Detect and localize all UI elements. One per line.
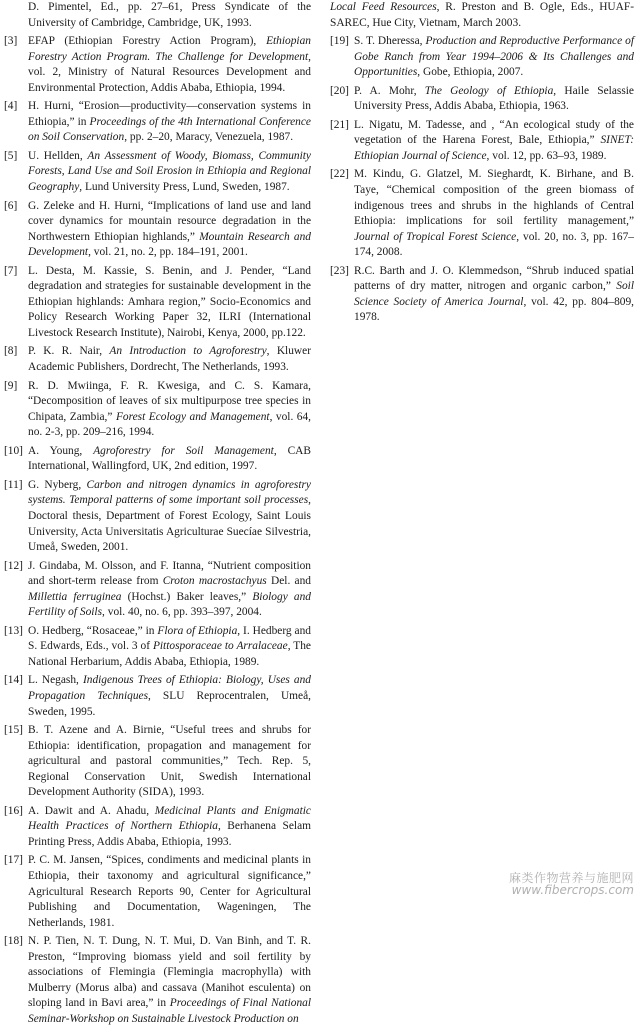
reference-text-part: B. T. Azene and A. Birnie, “Useful trees and shrubs for Ethiopia: identification, propagation and management for agricultural and pastoral communities,” Tech. Rep. 5, Regional Conservation Unit, Swedish International Development Authority (SIDA), 1993.: [28, 724, 311, 799]
reference-text-part: P. A. Mohr,: [354, 84, 425, 97]
reference-text-part: N. P. Tien, N. T. Dung, N. T. Mui, D. Van Binh, and T. R. Preston, “Improving biomass yield and soil fertility by associations of Flemingia (Flemingia macrophylla) with Mulberry (Morus alba) and cassava (Manihot esculenta) on sloping land in Bavi area,” in: [28, 935, 311, 1010]
reference-entry: [4, 34, 311, 96]
reference-entry: [4, 444, 311, 475]
reference-number: [21]: [330, 118, 349, 131]
reference-text: [28, 804, 311, 851]
reference-title-italic: Mountain Research and Development: [28, 230, 311, 259]
reference-continuation: [330, 0, 634, 31]
reference-entry: [4, 264, 311, 342]
reference-text-part: P. K. R. Nair,: [28, 345, 110, 358]
reference-entry: [4, 673, 311, 720]
watermark: [509, 872, 634, 896]
reference-number: [16]: [4, 804, 23, 817]
references-right-column: [330, 0, 634, 329]
reference-text-part: , vol. 2, Ministry of Natural Resources Development and Environmental Protection, Addis Ababa, Ethiopia, 1994.: [28, 50, 311, 94]
reference-text-part: M. Kindu, G. Glatzel, M. Sieghardt, K. Birhane, and B. Taye, “Chemical composition of the green biomass of indigenous trees and shrubs in the highlands of Central Ethiopia: implications for soil fertility management,”: [354, 168, 634, 228]
reference-text-part: , Lund University Press, Lund, Sweden, 1987.: [79, 181, 290, 194]
reference-text-part: U. Hellden,: [28, 149, 88, 162]
reference-text-part: , I. Hedberg and S. Edwards, Eds., vol. 3 of: [28, 624, 311, 653]
reference-text: [28, 934, 311, 1027]
reference-text-part: , R. Preston and B. Ogle, Eds., HUAF-SAREC, Hue City, Vietnam, March 2003.: [330, 1, 634, 29]
reference-text-part: EFAP (Ethiopian Forestry Action Program),: [28, 35, 267, 48]
reference-number: [10]: [4, 444, 23, 457]
reference-entry: [4, 344, 311, 375]
reference-text-part: , vol. 64, no. 2-3, pp. 209–216, 1994.: [28, 410, 312, 439]
reference-text: [28, 444, 311, 475]
reference-number: [22]: [330, 168, 349, 181]
reference-text: [28, 723, 311, 801]
reference-text: [28, 624, 311, 671]
reference-number: [6]: [4, 199, 18, 212]
reference-text-part: L. Negash,: [28, 674, 83, 687]
reference-text: [28, 149, 311, 196]
reference-text-part: R.C. Barth and J. O. Klemmedson, “Shrub induced spatial patterns of dry matter, nitrogen and organic carbon,”: [354, 264, 634, 293]
reference-title-italic: Proceedings of the 4th International Conference on Soil Conservation: [28, 115, 311, 144]
reference-text-part: , Gobe, Ethiopia, 2007.: [417, 66, 524, 79]
reference-text-part: , Kluwer Academic Publishers, Dordrecht, The Netherlands, 1993.: [28, 345, 311, 374]
reference-title-italic: Carbon and nitrogen dynamics in agroforestry systems. Temporal patterns of some important soil processes: [28, 478, 311, 507]
reference-text: [28, 478, 311, 556]
reference-title-italic: SINET: Ethiopian Journal of Science: [354, 134, 634, 162]
reference-title-italic: Indigenous Trees of Ethiopia: Biology, Uses and Propagation Techniques: [28, 674, 311, 702]
reference-title-italic: Soil Science Society of America Journal: [354, 280, 634, 308]
reference-text-part: (Hochst.) Baker leaves,”: [121, 590, 253, 603]
reference-text: [28, 264, 311, 342]
reference-title-italic: Production and Reproductive Performance of Gobe Ranch from Year 1994–2006 & Its Challenges and Opportunities: [354, 35, 634, 79]
reference-number: [12]: [4, 559, 23, 572]
reference-entry: [4, 934, 311, 1027]
reference-title-italic: Pittosporaceae to Arralaceae: [152, 640, 288, 653]
references-left-column: [4, 0, 311, 1030]
reference-number: [8]: [4, 345, 18, 358]
reference-number: [7]: [4, 264, 18, 277]
reference-title-italic: Forest Ecology and Management: [115, 410, 270, 423]
reference-entry: [4, 853, 311, 931]
reference-text-part: , vol. 40, no. 6, pp. 393–397, 2004.: [102, 606, 262, 619]
reference-text-part: , Doctoral thesis, Department of Forest Ecology, Saint Louis University, Acta Universitatis Agriculturae Suecíae Silvestria, Umeå, Sweden, 2001.: [28, 494, 311, 554]
reference-text-part: G. Zeleke and H. Hurni, “Implications of land use and land cover dynamics for mountain resource degradation in the Northwestern Ethiopian highlands,”: [28, 199, 311, 243]
reference-entry: [4, 199, 311, 261]
reference-text-part: R. D. Mwiinga, F. R. Kwesiga, and C. S. Kamara, “Decomposition of leaves of six multipurpose tree species in Chipata, Zambia,”: [28, 379, 311, 423]
reference-text-part: D. Pimentel, Ed., pp. 27–61, Press Syndicate of the University of Cambridge, Cambridge, UK, 1993.: [28, 1, 311, 29]
reference-entry: [4, 624, 311, 671]
reference-text: [28, 344, 311, 375]
reference-number: [4]: [4, 100, 18, 113]
reference-title-italic: Medicinal Plants and Enigmatic Health Practices of Northern Ethiopia: [28, 804, 311, 833]
reference-text-part: O. Hedberg, “Rosaceae,” in: [28, 624, 158, 637]
reference-text: [28, 559, 311, 621]
reference-text-part: , vol. 42, pp. 804–809, 1978.: [354, 295, 634, 324]
reference-title-italic: Local Feed Resources: [330, 1, 437, 13]
reference-text-part: S. T. Dheressa,: [354, 35, 426, 48]
reference-entry: [4, 379, 311, 441]
reference-text-part: , pp. 2–20, Maracy, Venezuela, 1987.: [124, 131, 294, 144]
reference-entry: [330, 118, 634, 165]
reference-text: [28, 673, 311, 720]
reference-text-part: , vol. 20, no. 3, pp. 167–174, 2008.: [354, 230, 634, 259]
reference-title-italic: An Introduction to Agroforestry: [109, 345, 267, 358]
reference-entry: [330, 264, 634, 326]
reference-entry: [4, 149, 311, 196]
reference-text: [28, 379, 311, 441]
reference-text: [28, 99, 311, 146]
reference-number: [19]: [330, 35, 349, 48]
reference-entry: [330, 167, 634, 260]
reference-text-part: H. Hurni, “Erosion—productivity—conservation systems in Ethiopia,” in: [28, 100, 311, 128]
reference-title-italic: Biology and Fertility of Soils: [28, 590, 311, 619]
reference-text: [28, 34, 311, 96]
reference-text: [28, 853, 311, 931]
reference-title-italic: Millettia ferruginea: [28, 590, 122, 603]
reference-text-part: G. Nyberg,: [28, 478, 87, 491]
reference-number: [3]: [4, 35, 18, 48]
reference-text: [330, 0, 634, 31]
reference-entry: [4, 99, 311, 146]
reference-text-part: L. Nigatu, M. Tadesse, and , “An ecological study of the vegetation of the Harena Forest, Bale, Ethiopia,”: [354, 118, 634, 147]
reference-title-italic: An Assessment of Woody, Biomass, Community Forests, Land Use and Soil Erosion in Ethiopia and Regional Geography: [28, 149, 311, 194]
reference-number: [9]: [4, 379, 18, 392]
reference-continuation: [4, 0, 311, 31]
reference-title-italic: Flora of Ethiopia: [157, 624, 238, 637]
reference-title-italic: Croton macrostachyus: [162, 575, 267, 588]
reference-text-part: P. C. M. Jansen, “Spices, condiments and medicinal plants in Ethiopia, their taxonomy and agricultural significance,” Agricultural Research Reports 90, Center for Agricultural Publishing and Documentation, Wageningen, The Netherlands, 1981.: [28, 854, 311, 929]
reference-title-italic: The Geology of Ethiopia: [424, 84, 554, 97]
watermark-site-name: 麻类作物营养与施肥网: [508, 871, 634, 885]
reference-text-part: , vol. 12, pp. 63–93, 1989.: [486, 149, 607, 162]
reference-number: [23]: [330, 264, 349, 277]
reference-title-italic: Proceedings of Final National Seminar-Workshop on Sustainable Livestock Production on: [28, 997, 311, 1025]
reference-text-part: , SLU Reprocentralen, Umeå, Sweden, 1995.: [28, 689, 311, 718]
reference-text-part: , vol. 21, no. 2, pp. 184–191, 2001.: [88, 246, 248, 259]
reference-number: [11]: [4, 478, 23, 491]
reference-number: [20]: [330, 84, 349, 97]
reference-text-part: , CAB International, Wallingford, UK, 2nd edition, 1997.: [28, 444, 311, 473]
reference-text: [354, 84, 634, 115]
reference-entry: [4, 478, 311, 556]
reference-number: [15]: [4, 724, 23, 737]
reference-text-part: Del. and: [266, 575, 311, 588]
reference-text: [354, 167, 634, 260]
reference-number: [17]: [4, 854, 23, 867]
reference-text: [354, 118, 634, 165]
reference-text-part: L. Desta, M. Kassie, S. Benin, and J. Pender, “Land degradation and strategies for sustainable development in the Ethiopian highlands: Amhara region,” Socio-Economics and Policy Research Working Paper 32, ILRI (International Livestock Research Institute), Nairobi, Kenya, 2000, pp.122.: [28, 264, 311, 339]
reference-entry: [330, 34, 634, 81]
reference-text-part: A. Young,: [28, 444, 94, 457]
reference-number: [18]: [4, 935, 23, 948]
reference-text: [354, 34, 634, 81]
watermark-url: www.fibercrops.com: [511, 883, 634, 897]
reference-title-italic: Journal of Tropical Forest Science: [354, 230, 517, 243]
reference-text-part: A. Dawit and A. Ahadu,: [28, 804, 155, 817]
reference-text: [28, 199, 311, 261]
reference-title-italic: Agroforestry for Soil Management: [93, 444, 274, 457]
reference-number: [14]: [4, 674, 23, 687]
reference-entry: [4, 559, 311, 621]
reference-entry: [4, 723, 311, 801]
reference-number: [13]: [4, 624, 23, 637]
reference-text-part: , Berhanena Selam Printing Press, Addis Ababa, Ethiopia, 1993.: [28, 820, 311, 848]
reference-text-part: J. Gindaba, M. Olsson, and F. Itanna, “Nutrient composition and short-term release from: [28, 559, 311, 588]
reference-entry: [4, 804, 311, 851]
reference-text-part: , The National Herbarium, Addis Ababa, Ethiopia, 1989.: [28, 640, 311, 668]
reference-text: [4, 0, 311, 31]
reference-text: [354, 264, 634, 326]
reference-entry: [330, 84, 634, 115]
reference-title-italic: Ethiopian Forestry Action Program. The Challenge for Development: [28, 35, 311, 63]
reference-text-part: , Haile Selassie University Press, Addis Ababa, Ethiopia, 1963.: [354, 84, 634, 113]
reference-number: [5]: [4, 149, 18, 162]
